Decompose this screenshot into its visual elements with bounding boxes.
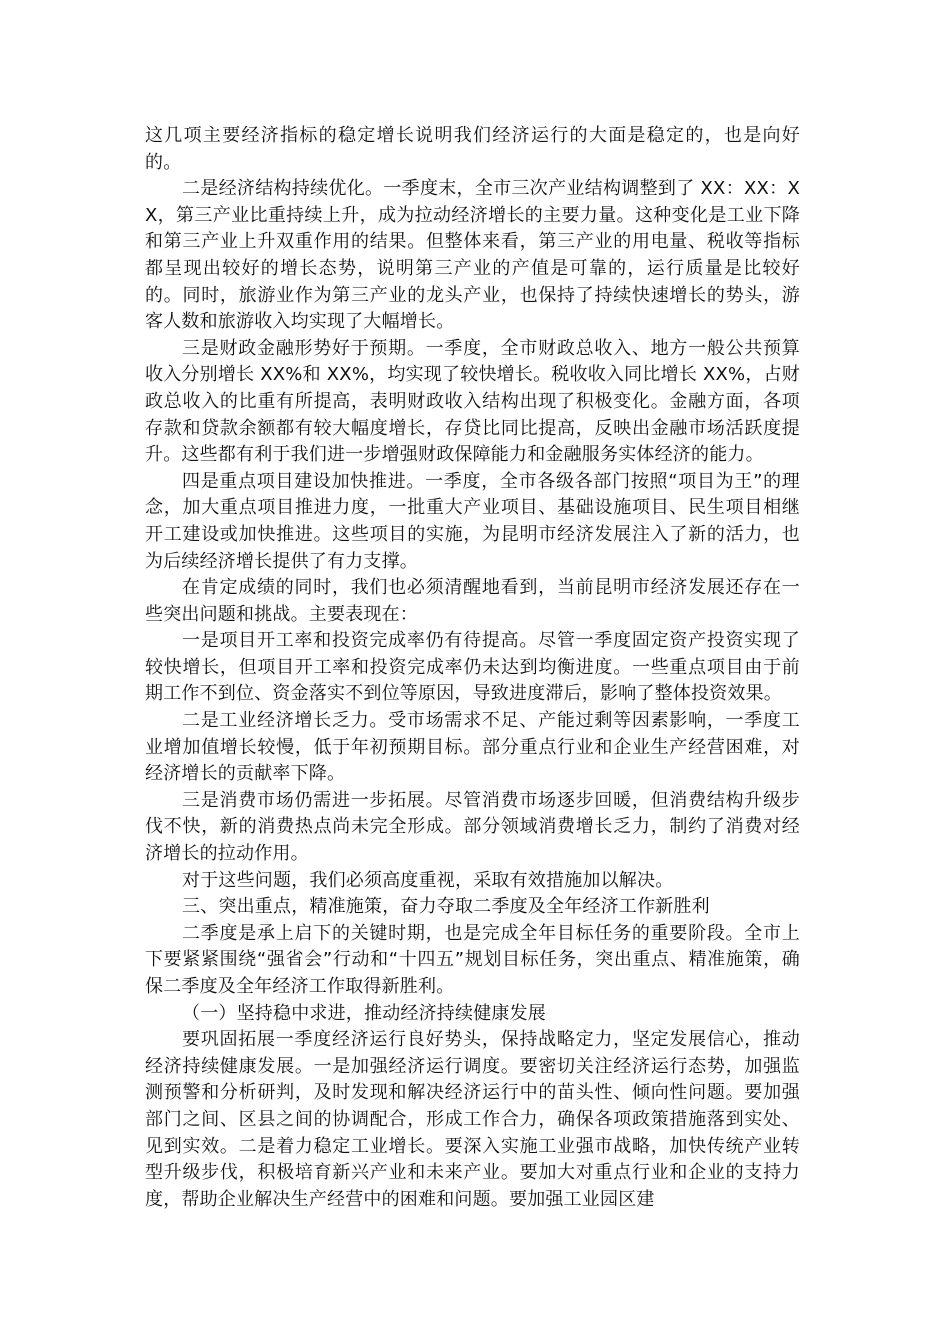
paragraph-11: 二季度是承上启下的关键时期，也是完成全年目标任务的重要阶段。全市上下要紧紧围绕“强省会”行动和“十四五”规划目标任务，突出重点、精准施策，确保二季度及全年经济工作取得新胜利。 xyxy=(145,922,800,997)
paragraph-9: 对于这些问题，我们必须高度重视，采取有效措施加以解决。 xyxy=(182,869,674,891)
paragraph-2: 二是经济结构持续优化。一季度末，全市三次产业结构调整到了 XX：XX：XX，第三产业比重持续上升，成为拉动经济增长的主要力量。这种变化是工业下降和第三产业上升双重作用的结果。但整体来看，第三产业的用电量、税收等指标都呈现出较好的增长态势，说明第三产业的产值是可靠的，运行质量是比较好的。同时，旅游业作为第三产业的龙头产业，也保持了持续快速增长的势头，游客人数和旅游收入均实现了大幅增长。 xyxy=(145,178,800,333)
paragraph-5: 在肯定成绩的同时，我们也必须清醒地看到，当前昆明市经济发展还存在一些突出问题和挑战。主要表现在： xyxy=(145,577,800,625)
paragraph-13: 要巩固拓展一季度经济运行良好势头，保持战略定力，坚定发展信心，推动经济持续健康发展。一是加强经济运行调度。要密切关注经济运行态势，加强监测预警和分析研判，及时发现和解决经济运行中的苗头性、倾向性问题。要加强部门之间、区县之间的协调配合，形成工作合力，确保各项政策措施落到实处、见到实效。二是着力稳定工业增长。要深入实施工业强市战略，加快传统产业转型升级步伐，积极培育新兴产业和未来产业。要加大对重点行业和企业的支持力度，帮助企业解决生产经营中的困难和问题。要加强工业园区建 xyxy=(145,1029,800,1210)
paragraph-6: 一是项目开工率和投资完成率仍有待提高。尽管一季度固定资产投资实现了较快增长，但项目开工率和投资完成率仍未达到均衡进度。一些重点项目由于前期工作不到位、资金落实不到位等原因，导致进度滞后，影响了整体投资效果。 xyxy=(145,630,800,705)
paragraph-4: 四是重点项目建设加快推进。一季度，全市各级各部门按照“项目为王”的理念，加大重点项目推进力度，一批重大产业项目、基础设施项目、民生项目相继开工建设或加快推进。这些项目的实施，为昆明市经济发展注入了新的活力，也为后续经济增长提供了有力支撑。 xyxy=(145,470,800,572)
document-body xyxy=(145,123,800,1213)
paragraph-7: 二是工业经济增长乏力。受市场需求不足、产能过剩等因素影响，一季度工业增加值增长较慢，低于年初预期目标。部分重点行业和企业生产经营困难，对经济增长的贡献率下降。 xyxy=(145,710,800,785)
paragraph-3: 三是财政金融形势好于预期。一季度，全市财政总收入、地方一般公共预算收入分别增长 XX%和 XX%，均实现了较快增长。税收收入同比增长 XX%，占财政总收入的比重有所提高，表明财政收入结构出现了积极变化。金融方面，各项存款和贷款余额都有较大幅度增长，存贷比同比提高，反映出金融市场活跃度提升。这些都有利于我们进一步增强财政保障能力和金融服务实体经济的能力。 xyxy=(145,337,800,466)
paragraph-8: 三是消费市场仍需进一步拓展。尽管消费市场逐步回暖，但消费结构升级步伐不快，新的消费热点尚未完全形成。部分领域消费增长乏力，制约了消费对经济增长的拉动作用。 xyxy=(145,789,800,865)
paragraph-1: 这几项主要经济指标的稳定增长说明我们经济运行的大面是稳定的，也是向好的。 xyxy=(145,125,800,173)
section-heading-3: 三、突出重点，精准施策，奋力夺取二季度及全年经济工作新胜利 xyxy=(182,896,710,918)
subsection-heading-1: （一）坚持稳中求进，推动经济持续健康发展 xyxy=(182,1002,546,1024)
